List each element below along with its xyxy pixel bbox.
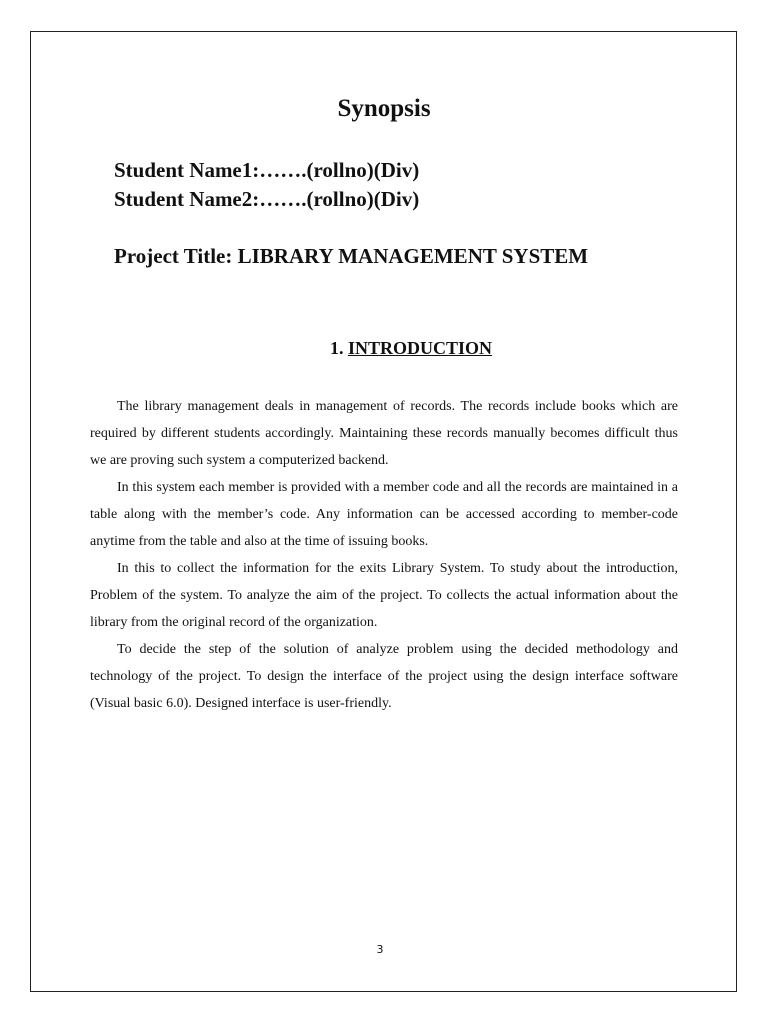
paragraph-1: The library management deals in management of records. The records include books which are required by different students accordingly. Maintaining these records manually becomes difficult thus we are proving such system a computerized backend.	[90, 399, 678, 468]
student-name-2: Student Name2:…….(rollno)(Div)	[114, 187, 420, 211]
section-number: 1.	[329, 338, 344, 358]
document-title: Synopsis	[337, 95, 431, 122]
paragraph-4: To decide the step of the solution of analyze problem using the decided methodology and technology of the project. To design the interface of the project using the design interface software (Visual basic 6.0). Designed interface is user-friendly.	[90, 642, 678, 711]
page-number: 3	[376, 943, 384, 956]
section-heading	[0, 336, 768, 360]
student-name-1: Student Name1:…….(rollno)(Div)	[114, 158, 420, 182]
paragraph-3: In this to collect the information for the exits Library System. To study about the introduction, Problem of the system. To analyze the aim of the project. To collects the actual information about the library from the original record of the organization.	[90, 561, 678, 630]
project-title: Project Title: LIBRARY MANAGEMENT SYSTEM	[114, 244, 589, 268]
introduction-body	[90, 393, 678, 717]
paragraph-2: In this system each member is provided with a member code and all the records are maintained in a table along with the member’s code. Any information can be accessed according to member-code anytime from the table and also at the time of issuing books.	[90, 480, 678, 549]
section-title: INTRODUCTION	[347, 338, 493, 358]
